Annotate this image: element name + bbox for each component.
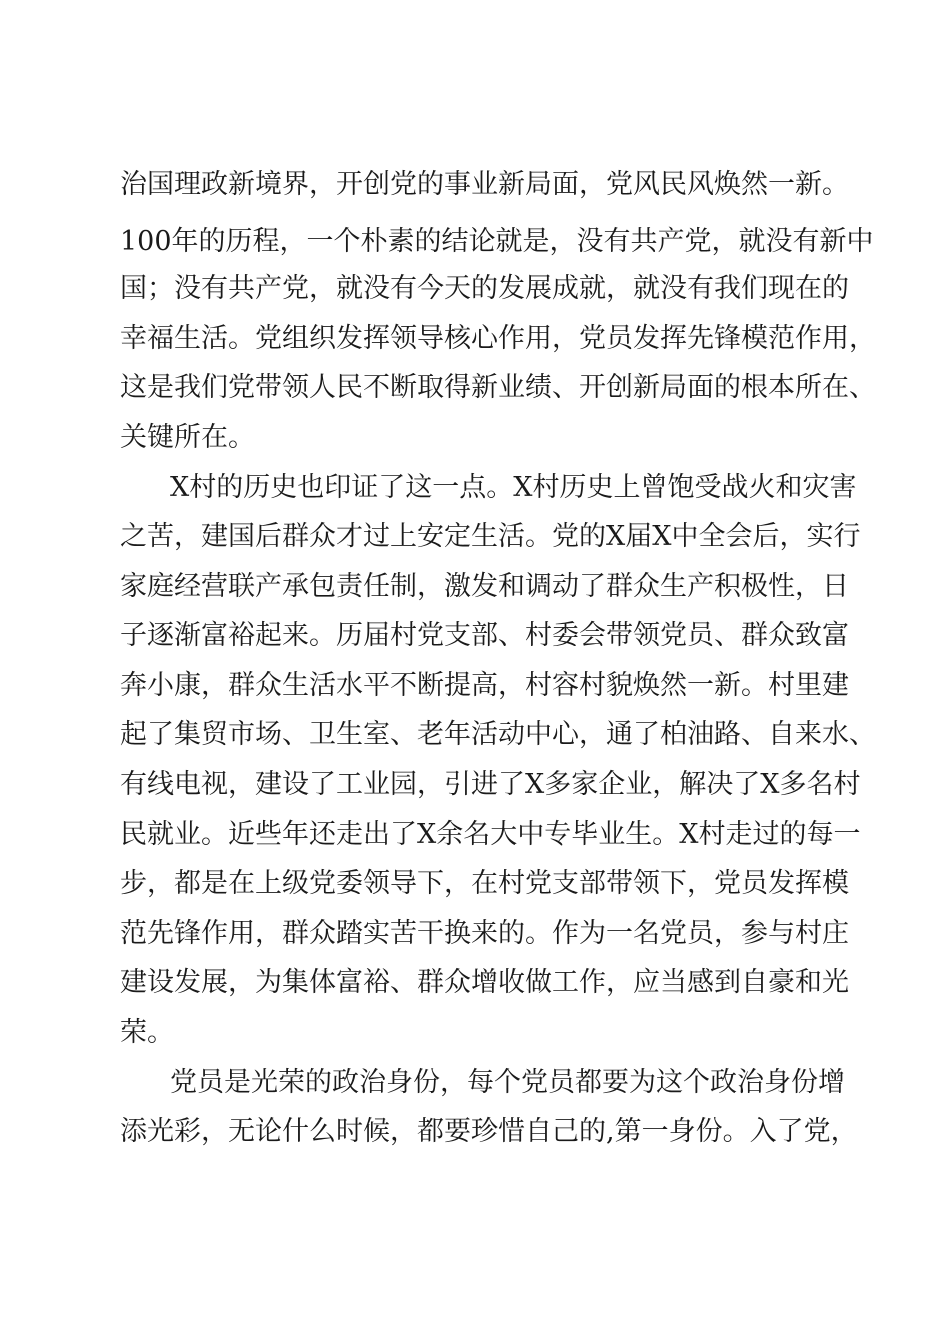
- paragraph-1-line-6: 关键所在。: [120, 422, 255, 453]
- paragraph-2-line-10: 范先锋作用，群众踏实苦干换来的。作为一名党员，参与村庄: [120, 918, 849, 949]
- paragraph-2-line-3: 家庭经营联产承包责任制，激发和调动了群众生产积极性，日: [120, 571, 849, 602]
- paragraph-2-line-5: 奔小康，群众生活水平不断提高，村容村貌焕然一新。村里建: [120, 670, 849, 701]
- paragraph-1-line-2: 100年的历程，一个朴素的结论就是，没有共产党，就没有新中: [120, 226, 874, 257]
- paragraph-2-line-8: 民就业。近些年还走出了X余名大中专毕业生。X村走过的每一: [120, 819, 861, 850]
- paragraph-2-line-9: 步，都是在上级党委领导下，在村党支部带领下，党员发挥模: [120, 868, 849, 899]
- paragraph-1-line-5: 这是我们党带领人民不断取得新业绩、开创新局面的根本所在、: [120, 372, 876, 403]
- paragraph-2-line-4: 子逐渐富裕起来。历届村党支部、村委会带领党员、群众致富: [120, 620, 849, 651]
- paragraph-3-line-1: 党员是光荣的政治身份，每个党员都要为这个政治身份增: [170, 1067, 845, 1098]
- paragraph-2-line-7: 有线电视，建设了工业园，引进了X多家企业，解决了X多名村: [120, 769, 861, 800]
- paragraph-2-line-11: 建设发展，为集体富裕、群众增收做工作，应当感到自豪和光: [120, 967, 849, 998]
- paragraph-1-line-3: 国；没有共产党，就没有今天的发展成就，就没有我们现在的: [120, 273, 849, 304]
- paragraph-1-line-4: 幸福生活。党组织发挥领导核心作用，党员发挥先锋模范作用，: [120, 323, 876, 354]
- paragraph-2-line-2: 之苦，建国后群众才过上安定生活。党的X届X中全会后，实行: [120, 521, 861, 552]
- paragraph-3-line-2: 添光彩，无论什么时候，都要珍惜自己的,第一身份。入了党，: [120, 1116, 858, 1147]
- paragraph-2-line-6: 起了集贸市场、卫生室、老年活动中心，通了柏油路、自来水、: [120, 719, 876, 750]
- paragraph-2-line-12: 荣。: [120, 1017, 174, 1048]
- paragraph-2-line-1: X村的历史也印证了这一点。X村历史上曾饱受战火和灾害: [170, 472, 857, 503]
- paragraph-1-line-1: 治国理政新境界，开创党的事业新局面，党风民风焕然一新。: [120, 169, 849, 200]
